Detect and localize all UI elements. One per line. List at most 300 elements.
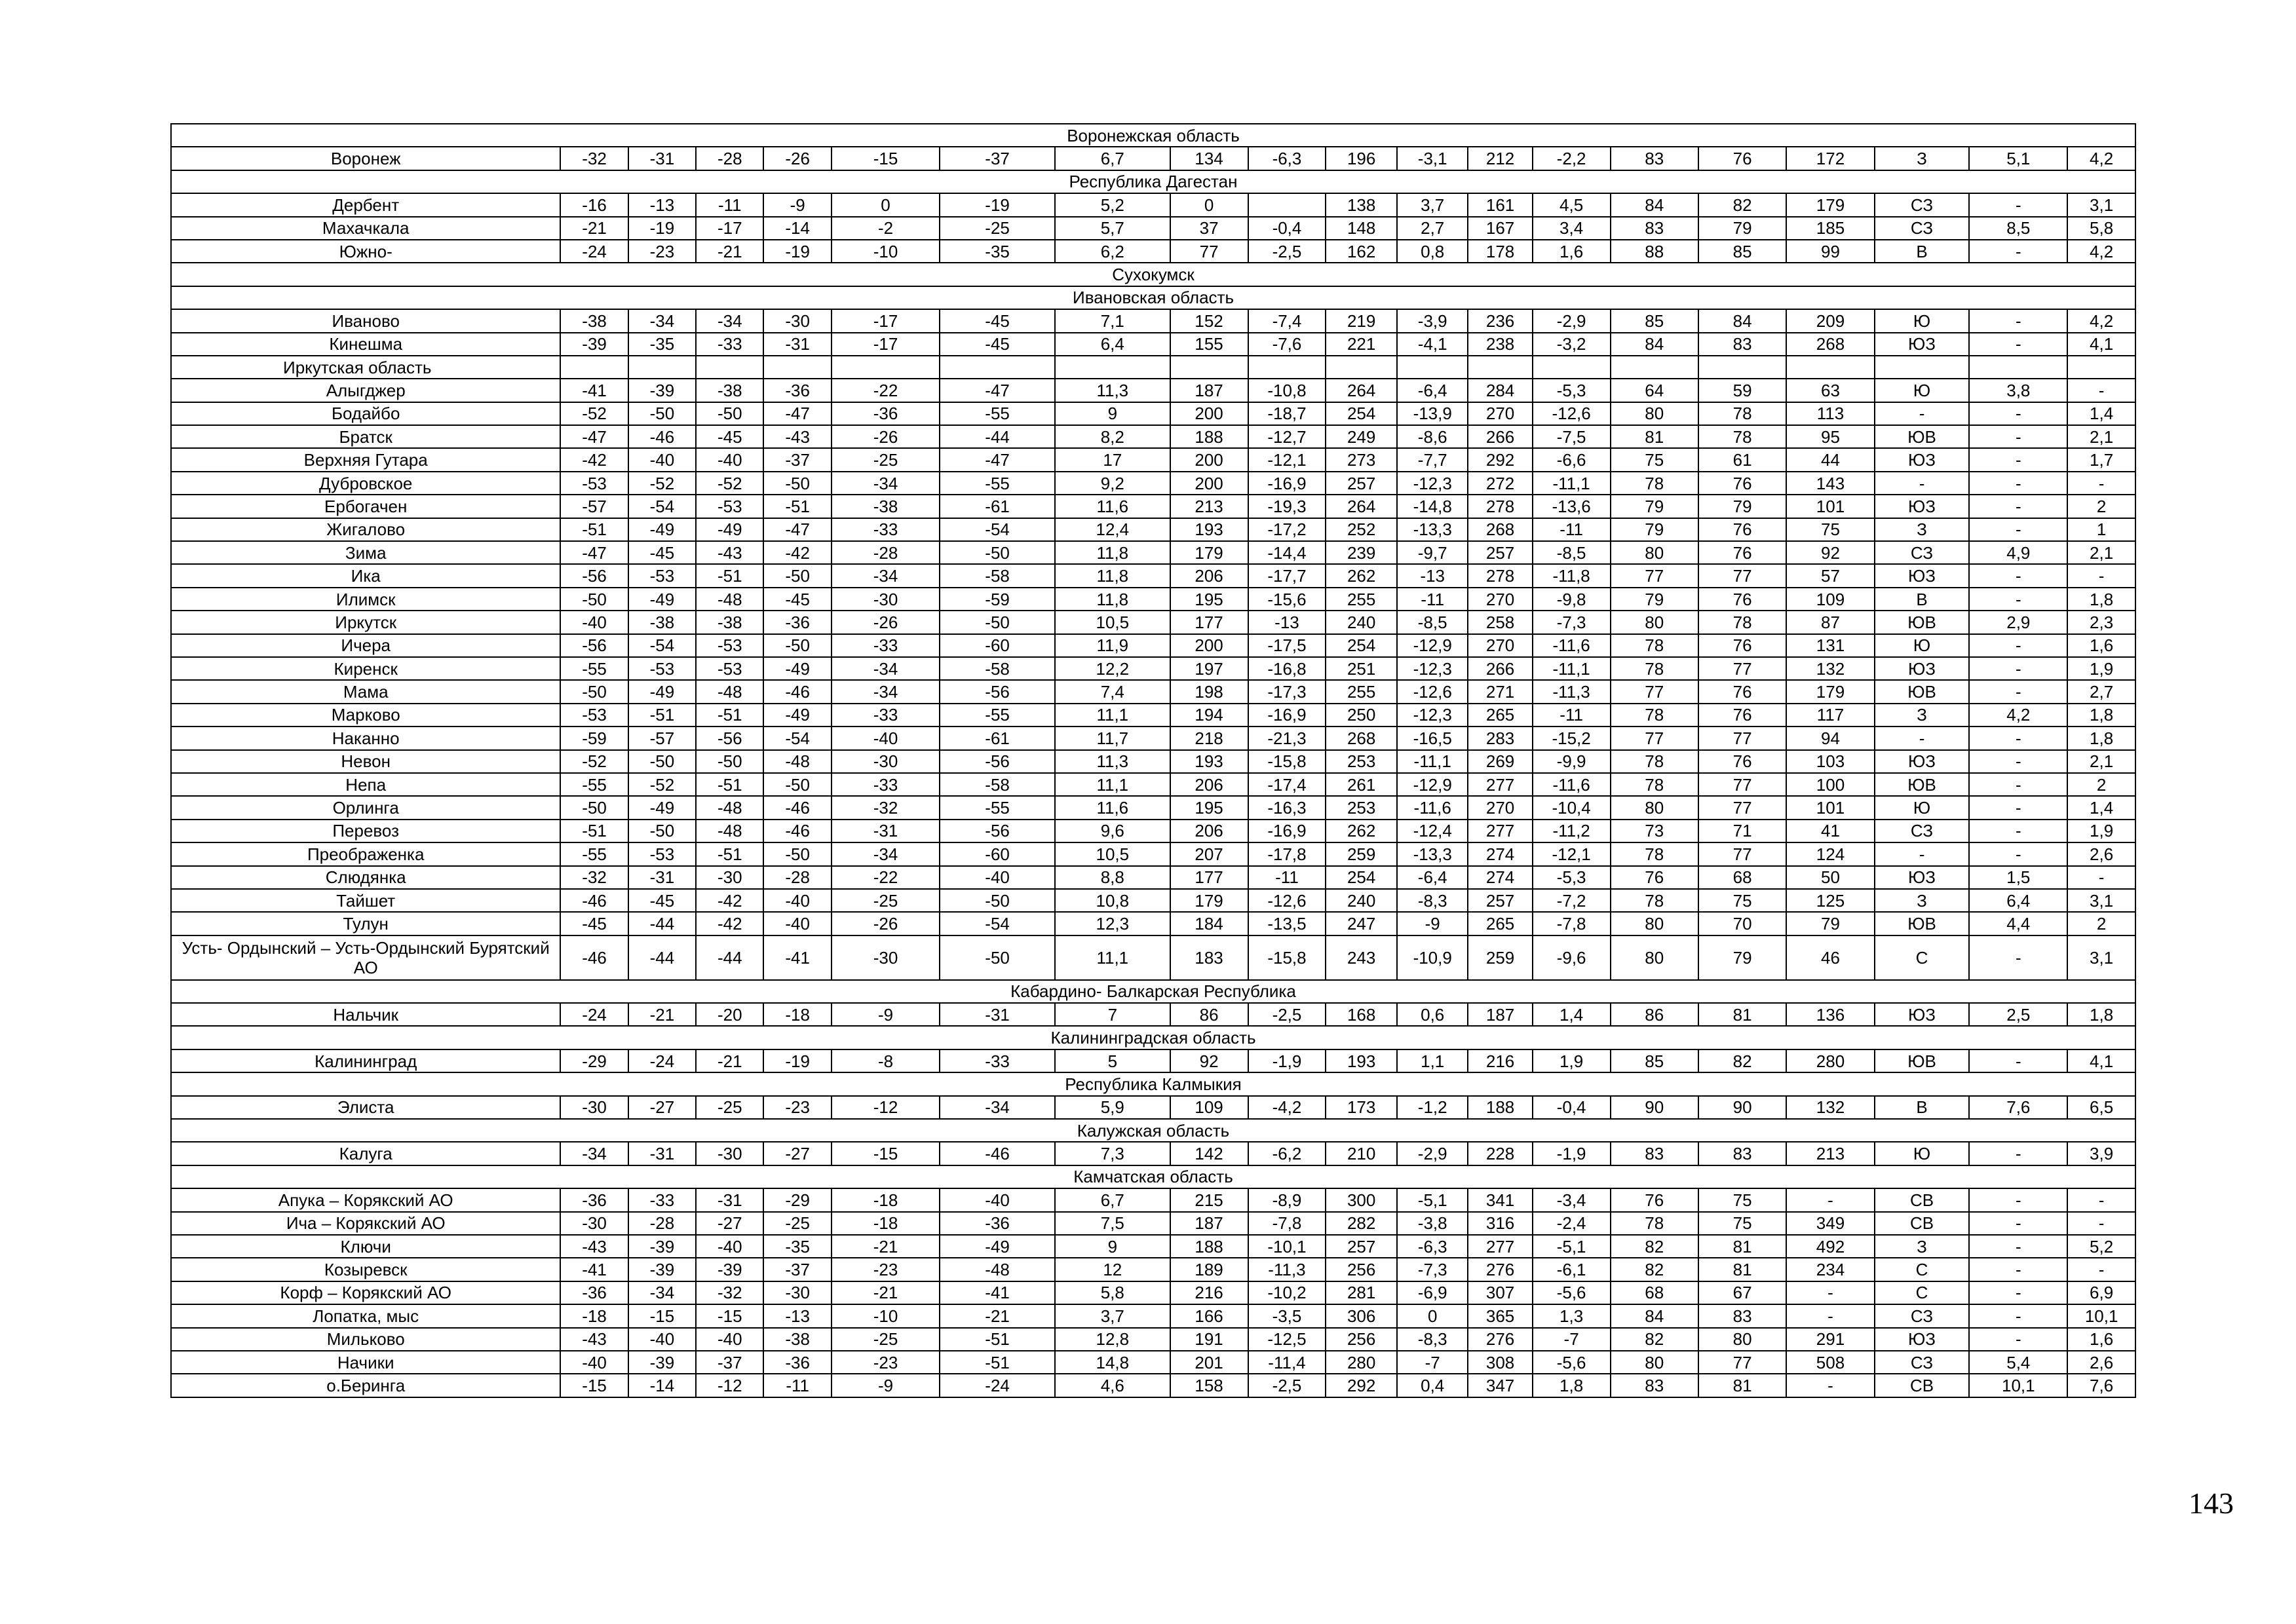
table-cell: 85 [1698,240,1786,263]
table-cell: -43 [696,541,763,564]
table-cell: 78 [1611,657,1698,680]
table-cell: -36 [940,1212,1055,1235]
table-cell: -12,6 [1397,680,1468,703]
table-cell: 247 [1326,912,1397,935]
table-cell: - [1786,1188,1874,1211]
table-cell: З [1875,147,1970,170]
table-cell: 316 [1468,1212,1532,1235]
table-cell: СЗ [1875,820,1970,842]
table-cell [1468,356,1532,379]
table-cell: 284 [1468,379,1532,402]
station-name-cell: Наканно [171,727,560,749]
station-name-cell: Алыгджер [171,379,560,402]
table-cell: -17,2 [1248,518,1326,541]
station-name-cell: Ича – Корякский АО [171,1212,560,1235]
table-cell: 206 [1170,773,1248,796]
table-cell: 79 [1698,935,1786,980]
table-cell: 77 [1611,564,1698,587]
table-cell: 90 [1611,1096,1698,1119]
table-cell: 11,8 [1055,541,1170,564]
table-cell: 238 [1468,333,1532,356]
table-cell: ЮВ [1875,912,1970,935]
table-cell: - [1786,1304,1874,1327]
table-cell: 3,7 [1055,1304,1170,1327]
table-cell: 2,1 [2067,425,2135,448]
table-cell: -16,9 [1248,820,1326,842]
table-cell: 161 [1468,193,1532,216]
table-cell: 188 [1468,1096,1532,1119]
table-cell: -15,8 [1248,935,1326,980]
table-cell [940,356,1055,379]
table-cell: 80 [1611,402,1698,425]
table-cell: - [2067,379,2135,402]
table-cell: 132 [1786,1096,1874,1119]
table-cell: - [1969,1258,2067,1281]
table-cell: 77 [1698,796,1786,819]
table-cell: -36 [560,1281,628,1304]
table-cell: ЮЗ [1875,1003,1970,1026]
table-cell: -49 [628,588,696,611]
station-name-cell: Корф – Корякский АО [171,1281,560,1304]
table-cell: -49 [628,796,696,819]
region-header-row [171,980,2135,1003]
table-cell: - [1969,448,2067,471]
table-cell: 99 [1786,240,1874,263]
table-cell: -53 [560,704,628,727]
region-header-row [171,1072,2135,1095]
table-cell: -7,2 [1533,889,1611,912]
table-cell: -47 [763,518,831,541]
table-cell: 292 [1468,448,1532,471]
table-cell: -11 [696,193,763,216]
table-cell: 276 [1468,1258,1532,1281]
table-cell: -21 [696,240,763,263]
table-cell: -12,9 [1397,634,1468,657]
table-cell: -9 [832,1003,940,1026]
table-cell: - [1969,820,2067,842]
table-cell: ЮЗ [1875,495,1970,518]
table-cell: 83 [1698,1304,1786,1327]
table-row [171,704,2135,727]
table-cell: -50 [763,842,831,865]
table-cell: -34 [832,657,940,680]
table-cell: - [1969,518,2067,541]
station-name-cell: Иркутск [171,611,560,633]
table-cell: 10,1 [2067,1304,2135,1327]
table-cell: -8,3 [1397,889,1468,912]
table-cell: С [1875,935,1970,980]
table-cell: -41 [940,1281,1055,1304]
table-cell: - [1969,240,2067,263]
table-cell: -40 [628,1328,696,1351]
table-cell: -16,9 [1248,704,1326,727]
table-cell: 7,3 [1055,1142,1170,1165]
table-cell: ЮЗ [1875,1328,1970,1351]
table-cell: 308 [1468,1351,1532,1374]
table-cell: 7,6 [1969,1096,2067,1119]
table-cell [1533,356,1611,379]
table-cell: -7,6 [1248,333,1326,356]
table-row [171,657,2135,680]
table-cell: -46 [763,796,831,819]
station-name-cell: о.Беринга [171,1374,560,1397]
table-cell: 82 [1611,1235,1698,1258]
table-row [171,611,2135,633]
table-cell: - [1969,634,2067,657]
table-cell: 216 [1468,1049,1532,1072]
table-cell: -5,3 [1533,379,1611,402]
table-cell: -30 [696,866,763,889]
table-cell: 68 [1611,1281,1698,1304]
table-cell: 117 [1786,704,1874,727]
table-cell: 1,9 [1533,1049,1611,1072]
table-cell: 7,1 [1055,309,1170,332]
table-cell: -21,3 [1248,727,1326,749]
table-cell: 73 [1611,820,1698,842]
table-cell: -34 [832,842,940,865]
table-cell: -18 [832,1212,940,1235]
table-cell: - [1969,1281,2067,1304]
table-cell: З [1875,704,1970,727]
table-cell: -51 [560,518,628,541]
table-cell: -15 [832,1142,940,1165]
table-cell: 10,1 [1969,1374,2067,1397]
table-cell: 79 [1786,912,1874,935]
table-cell: - [1969,402,2067,425]
table-cell: -5,3 [1533,866,1611,889]
table-cell: 5,2 [2067,1235,2135,1258]
table-cell: 266 [1468,657,1532,680]
table-cell: 259 [1326,842,1397,865]
table-cell: 87 [1786,611,1874,633]
table-cell: -17 [832,333,940,356]
table-cell: 57 [1786,564,1874,587]
table-cell: -21 [940,1304,1055,1327]
table-cell: -41 [763,935,831,980]
table-cell: -19 [940,193,1055,216]
table-cell: -10,9 [1397,935,1468,980]
table-cell: 5,7 [1055,217,1170,240]
table-cell: 76 [1698,147,1786,170]
table-cell: 6,7 [1055,147,1170,170]
table-cell: -50 [763,564,831,587]
table-cell: 257 [1468,889,1532,912]
table-cell: 64 [1611,379,1698,402]
table-cell: -15 [628,1304,696,1327]
station-name-cell: Махачкала [171,217,560,240]
table-cell: 11,1 [1055,935,1170,980]
table-cell: -15,8 [1248,750,1326,773]
table-cell: 68 [1698,866,1786,889]
table-cell: -22 [832,866,940,889]
table-cell: 0,8 [1397,240,1468,263]
region-header: Калининградская область [171,1026,2135,1049]
table-cell: 187 [1468,1003,1532,1026]
table-cell: 270 [1468,588,1532,611]
table-cell: 271 [1468,680,1532,703]
table-cell: -30 [560,1212,628,1235]
table-cell: 83 [1611,147,1698,170]
table-row [171,541,2135,564]
table-cell: -33 [628,1188,696,1211]
table-cell: 2,3 [2067,611,2135,633]
table-cell: -6,2 [1248,1142,1326,1165]
region-header: Сухокумск [171,263,2135,286]
table-cell: -24 [560,1003,628,1026]
table-cell: 80 [1611,541,1698,564]
table-row [171,1142,2135,1165]
table-cell: 1,8 [2067,727,2135,749]
station-name-cell: Ключи [171,1235,560,1258]
table-cell: 2,6 [2067,842,2135,865]
table-cell: 2,1 [2067,750,2135,773]
table-cell: -51 [696,704,763,727]
table-cell: 8,2 [1055,425,1170,448]
station-name-cell: Нальчик [171,1003,560,1026]
table-cell: 90 [1698,1096,1786,1119]
station-name-cell: Тулун [171,912,560,935]
table-cell: -18,7 [1248,402,1326,425]
table-cell: 158 [1170,1374,1248,1397]
table-cell: -9,8 [1533,588,1611,611]
station-name-cell: Апука – Корякский АО [171,1188,560,1211]
table-cell: СЗ [1875,541,1970,564]
table-cell: -25 [832,1328,940,1351]
table-cell: -31 [628,1142,696,1165]
table-cell: 213 [1170,495,1248,518]
table-cell: 188 [1170,1235,1248,1258]
table-cell: 1,4 [2067,402,2135,425]
table-row [171,240,2135,263]
table-cell: 3,9 [2067,1142,2135,1165]
table-cell: 1,1 [1397,1049,1468,1072]
table-cell: 2,7 [1397,217,1468,240]
table-cell: 103 [1786,750,1874,773]
table-cell: - [1969,472,2067,495]
table-cell: -13 [1248,611,1326,633]
table-cell: 2 [2067,495,2135,518]
region-header: Камчатская область [171,1165,2135,1188]
table-cell: 177 [1170,866,1248,889]
table-cell: 179 [1786,680,1874,703]
table-cell: 76 [1698,541,1786,564]
table-cell: 187 [1170,379,1248,402]
table-cell: 142 [1170,1142,1248,1165]
table-cell: 76 [1698,588,1786,611]
table-cell: -5,1 [1533,1235,1611,1258]
table-cell [2067,356,2135,379]
table-cell: 11,6 [1055,495,1170,518]
table-cell: 200 [1170,634,1248,657]
table-cell: 5,8 [2067,217,2135,240]
table-cell: 1,9 [2067,820,2135,842]
table-cell: 78 [1611,704,1698,727]
table-cell: -23 [763,1096,831,1119]
region-header-row [171,124,2135,147]
table-cell: - [2067,1188,2135,1211]
station-name-cell: Перевоз [171,820,560,842]
station-name-cell: Южно- [171,240,560,263]
table-cell: -9 [763,193,831,216]
table-cell: 83 [1698,1142,1786,1165]
table-cell: 132 [1786,657,1874,680]
table-cell: - [1969,680,2067,703]
table-cell: -14,4 [1248,541,1326,564]
table-cell: -26 [832,912,940,935]
table-cell: 3,1 [2067,935,2135,980]
table-cell: 4,5 [1533,193,1611,216]
table-cell: 77 [1611,680,1698,703]
table-cell: 264 [1326,379,1397,402]
table-cell: 240 [1326,611,1397,633]
table-cell: -37 [763,448,831,471]
table-row [171,1304,2135,1327]
table-cell: 80 [1611,796,1698,819]
table-cell: 4,2 [2067,309,2135,332]
table-cell: -50 [763,773,831,796]
table-cell: 6,2 [1055,240,1170,263]
table-cell: -17,4 [1248,773,1326,796]
table-cell: -2,2 [1533,147,1611,170]
station-name-cell: Киренск [171,657,560,680]
table-cell: В [1875,588,1970,611]
table-cell: 167 [1468,217,1532,240]
table-cell: -12,6 [1248,889,1326,912]
table-cell: 76 [1611,1188,1698,1211]
table-cell: -34 [832,680,940,703]
table-cell: 77 [1698,564,1786,587]
table-cell: 11,3 [1055,750,1170,773]
table-cell: 278 [1468,495,1532,518]
table-cell: -47 [940,379,1055,402]
table-cell: -40 [696,1235,763,1258]
table-row [171,1281,2135,1304]
table-cell: -52 [628,472,696,495]
table-cell: 77 [1698,1351,1786,1374]
table-cell: 37 [1170,217,1248,240]
table-cell: -28 [763,866,831,889]
table-cell: -39 [628,379,696,402]
table-cell: ЮЗ [1875,750,1970,773]
table-cell: ЮВ [1875,425,1970,448]
table-cell: -36 [763,379,831,402]
table-cell: 492 [1786,1235,1874,1258]
table-cell: 200 [1170,402,1248,425]
table-cell: -16,8 [1248,657,1326,680]
table-cell: -6,3 [1248,147,1326,170]
table-cell: -8,5 [1397,611,1468,633]
table-cell: 11,1 [1055,704,1170,727]
table-cell: -45 [763,588,831,611]
table-cell: 198 [1170,680,1248,703]
table-row [171,472,2135,495]
table-cell: -13,3 [1397,518,1468,541]
table-cell: 78 [1611,1212,1698,1235]
table-cell: 280 [1786,1049,1874,1072]
table-cell: - [2067,866,2135,889]
table-cell: 252 [1326,518,1397,541]
table-cell: -47 [560,425,628,448]
table-cell: -6,1 [1533,1258,1611,1281]
table-cell: -38 [696,379,763,402]
table-cell: 0 [832,193,940,216]
table-cell: -52 [560,750,628,773]
table-cell: 264 [1326,495,1397,518]
table-cell: 1,4 [2067,796,2135,819]
table-cell: -2,5 [1248,1374,1326,1397]
table-cell: -1,9 [1533,1142,1611,1165]
table-cell: СВ [1875,1188,1970,1211]
table-cell: -1,2 [1397,1096,1468,1119]
table-cell: ЮВ [1875,1049,1970,1072]
table-cell: 193 [1326,1049,1397,1072]
table-cell: -35 [628,333,696,356]
table-cell: 101 [1786,796,1874,819]
table-cell: -31 [696,1188,763,1211]
table-cell: -5,6 [1533,1351,1611,1374]
table-cell: 77 [1698,842,1786,865]
table-cell: -51 [696,842,763,865]
table-row [171,588,2135,611]
table-cell: 1,6 [2067,634,2135,657]
table-cell: 92 [1170,1049,1248,1072]
table-cell: -11,3 [1533,680,1611,703]
table-cell: -54 [940,912,1055,935]
table-cell: 11,8 [1055,588,1170,611]
table-cell: -48 [696,588,763,611]
table-cell: С [1875,1281,1970,1304]
table-cell: -25 [763,1212,831,1235]
table-cell: -55 [940,704,1055,727]
table-cell: -11 [763,1374,831,1397]
table-cell: 11,6 [1055,796,1170,819]
table-cell: -34 [628,1281,696,1304]
table-cell: -11,1 [1533,657,1611,680]
table-cell: -34 [832,472,940,495]
table-cell: -44 [628,935,696,980]
table-cell: -54 [628,495,696,518]
table-cell: 162 [1326,240,1397,263]
table-cell: -17,3 [1248,680,1326,703]
table-cell: 5,1 [1969,147,2067,170]
table-cell: -33 [696,333,763,356]
table-cell: 75 [1698,1188,1786,1211]
table-cell: 76 [1698,704,1786,727]
table-cell: 75 [1786,518,1874,541]
table-cell: -32 [560,147,628,170]
table-cell: -40 [628,448,696,471]
table-cell: -39 [628,1235,696,1258]
table-cell: -30 [763,309,831,332]
table-cell: -3,9 [1397,309,1468,332]
table-cell: ЮЗ [1875,333,1970,356]
table-cell: 12,4 [1055,518,1170,541]
table-cell: -55 [940,796,1055,819]
table-cell [696,356,763,379]
table-cell: - [1969,1328,2067,1351]
table-cell: 6,7 [1055,1188,1170,1211]
table-cell: -8,9 [1248,1188,1326,1211]
table-cell: -21 [628,1003,696,1026]
table-cell: -45 [940,309,1055,332]
table-cell: -11 [1397,588,1468,611]
table-cell: 10,5 [1055,842,1170,865]
table-cell: -32 [832,796,940,819]
table-row [171,379,2135,402]
table-cell: 152 [1170,309,1248,332]
table-cell: 11,8 [1055,564,1170,587]
table-cell: -50 [940,541,1055,564]
